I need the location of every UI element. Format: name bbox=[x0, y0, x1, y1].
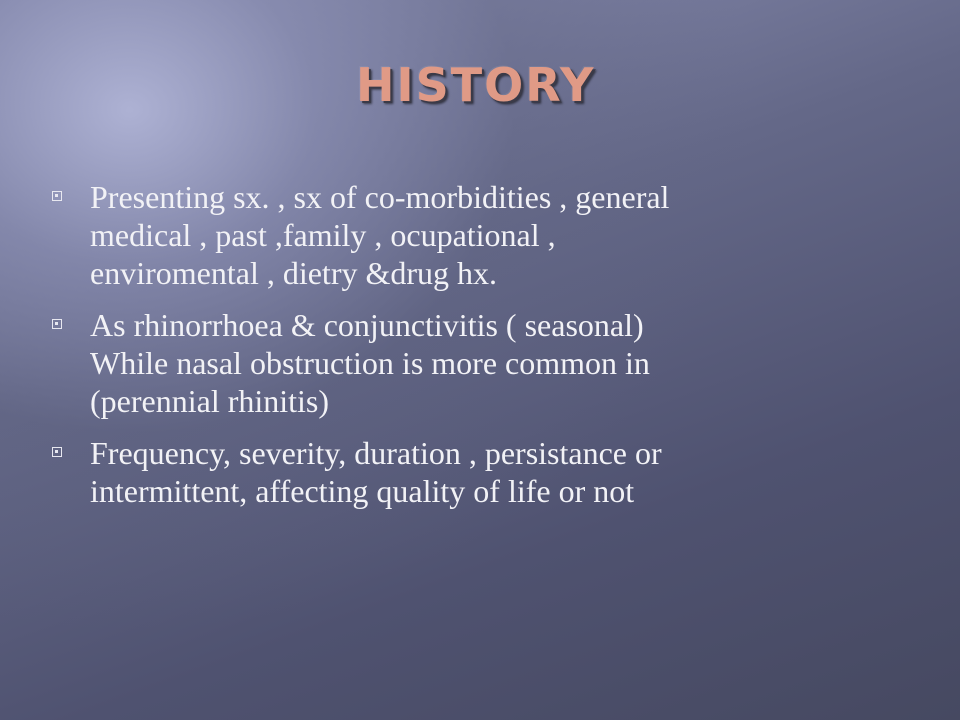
bullet-text: Presenting sx. , sx of co-morbidities , general medical , past ,family , ocupational , enviromental , dietry &drug hx. bbox=[90, 179, 670, 291]
bullet-item bbox=[52, 306, 912, 420]
square-bullet-icon bbox=[52, 319, 62, 329]
bullet-item bbox=[52, 178, 912, 292]
bullet-text: Frequency, severity, duration , persistance or intermittent, affecting quality of life or not bbox=[90, 435, 662, 509]
bullet-item bbox=[52, 434, 912, 510]
square-bullet-icon bbox=[52, 447, 62, 457]
square-bullet-icon bbox=[52, 191, 62, 201]
bullet-text: As rhinorrhoea & conjunctivitis ( seasonal) While nasal obstruction is more common in (perennial rhinitis) bbox=[90, 307, 650, 419]
bullet-list bbox=[52, 178, 912, 524]
slide-title: HISTORY bbox=[356, 58, 596, 112]
